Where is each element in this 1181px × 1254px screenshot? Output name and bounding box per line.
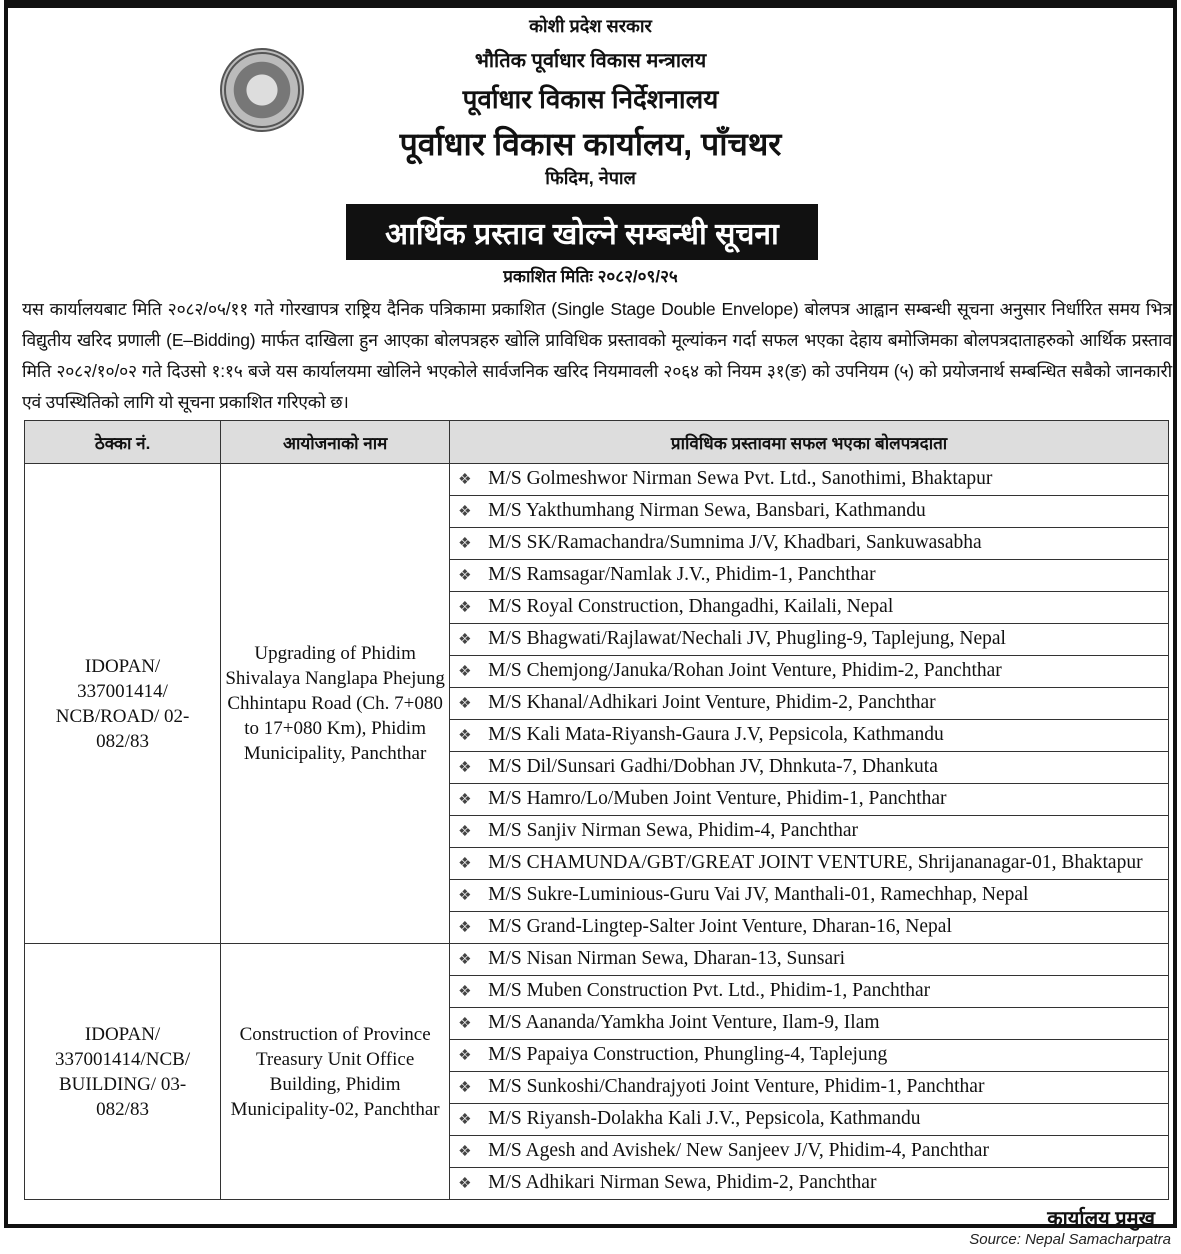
notice-body: यस कार्यालयबाट मिति २०८२/०५/११ गते गोरखापत्र राष्ट्रिय दैनिक पत्रिकामा प्रकाशित (Single Stage Double Envelope) बोलपत्र आह्वान सम्बन्धी सूचना अनुसार निर्धारित समय भित्र विद्युतीय खरिद प्रणाली (E–Bidding) मार्फत दाखिला हुन आएका बोलपत्रहरु खोलि प्राविधिक प्रस्तावको मूल्यांकन गर्दा सफल भएका देहाय बमोजिमका बोलपत्रदाताहरुको आर्थिक प्रस्ताव मिति २०८२/१०/०२ गते दिउसो १:१५ बजे यस कार्यालयमा खोलिने भएकोले सार्वजनिक खरिद नियमावली २०६४ को नियम ३१(ङ) को उपनियम (५) को प्रयोजनार्थ सम्बन्धित सबैको जानकारी एवं उपस्थितिको लागि यो सूचना प्रकाशित गरिएको छ।: [22, 299, 1172, 412]
bidder-name: M/S Muben Construction Pvt. Ltd., Phidim-1, Panchthar: [488, 980, 931, 1001]
bidder-name: M/S SK/Ramachandra/Sumnima J/V, Khadbari, Sankuwasabha: [488, 532, 982, 553]
bidder-cell: [450, 848, 1169, 880]
diamond-bullet-icon: ❖: [458, 984, 472, 1000]
project-name: Upgrading of Phidim Shivalaya Nanglapa Phejung Chhintapu Road (Ch. 7+080 to 17+080 Km), Phidim Municipality, Panchthar: [221, 464, 450, 944]
diamond-bullet-icon: ❖: [458, 792, 472, 808]
bidder-name: M/S Khanal/Adhikari Joint Venture, Phidim-2, Panchthar: [488, 692, 936, 713]
diamond-bullet-icon: ❖: [458, 664, 472, 680]
notice-frame: [4, 0, 1177, 1228]
diamond-bullet-icon: ❖: [458, 760, 472, 776]
diamond-bullet-icon: ❖: [458, 856, 472, 872]
bidder-cell: [450, 688, 1169, 720]
diamond-bullet-icon: ❖: [458, 472, 472, 488]
contract-number: IDOPAN/ 337001414/NCB/ BUILDING/ 03-082/83: [25, 944, 221, 1200]
bidder-name: M/S Chemjong/Januka/Rohan Joint Venture, Phidim-2, Panchthar: [488, 660, 1002, 681]
bidder-name: M/S Agesh and Avishek/ New Sanjeev J/V, Phidim-4, Panchthar: [488, 1140, 989, 1161]
diamond-bullet-icon: ❖: [458, 1080, 472, 1096]
diamond-bullet-icon: ❖: [458, 1176, 472, 1192]
bidder-cell: [450, 1008, 1169, 1040]
diamond-bullet-icon: ❖: [458, 504, 472, 520]
bidder-cell: [450, 880, 1169, 912]
header-bidders: प्राविधिक प्रस्तावमा सफल भएका बोलपत्रदाता: [450, 421, 1169, 464]
bidder-cell: [450, 464, 1169, 496]
diamond-bullet-icon: ❖: [458, 920, 472, 936]
bidder-cell: [450, 1072, 1169, 1104]
contract-number: IDOPAN/ 337001414/ NCB/ROAD/ 02-082/83: [25, 464, 221, 944]
bidder-name: M/S Adhikari Nirman Sewa, Phidim-2, Panchthar: [488, 1172, 877, 1193]
header-directorate: पूर्वाधार विकास निर्देशनालय: [462, 84, 719, 114]
table-header-row: [25, 421, 1169, 464]
bidder-name: M/S Bhagwati/Rajlawat/Nechali JV, Phugling-9, Taplejung, Nepal: [488, 628, 1006, 649]
bidder-cell: [450, 624, 1169, 656]
diamond-bullet-icon: ❖: [458, 824, 472, 840]
bidder-name: M/S Aananda/Yamkha Joint Venture, Ilam-9, Ilam: [488, 1012, 880, 1033]
source-credit: Source: Nepal Samacharpatra: [969, 1231, 1171, 1248]
table-row: [25, 944, 1169, 976]
bidder-cell: [450, 592, 1169, 624]
bidder-cell: [450, 912, 1169, 944]
bidder-name: M/S Grand-Lingtep-Salter Joint Venture, Dharan-16, Nepal: [488, 916, 952, 937]
diamond-bullet-icon: ❖: [458, 952, 472, 968]
diamond-bullet-icon: ❖: [458, 1016, 472, 1032]
bidder-cell: [450, 976, 1169, 1008]
diamond-bullet-icon: ❖: [458, 536, 472, 552]
diamond-bullet-icon: ❖: [458, 1112, 472, 1128]
bidder-name: M/S CHAMUNDA/GBT/GREAT JOINT VENTURE, Shrijananagar-01, Bhaktapur: [488, 852, 1143, 873]
bidder-cell: [450, 944, 1169, 976]
bidder-cell: [450, 528, 1169, 560]
diamond-bullet-icon: ❖: [458, 888, 472, 904]
bidder-cell: [450, 560, 1169, 592]
signature-office-chief: कार्यालय प्रमुख: [1047, 1208, 1155, 1230]
header-office: पूर्वाधार विकास कार्यालय, पाँचथर: [399, 126, 782, 162]
header-province: कोशी प्रदेश सरकार: [529, 16, 652, 36]
diamond-bullet-icon: ❖: [458, 728, 472, 744]
diamond-bullet-icon: ❖: [458, 1144, 472, 1160]
published-date: प्रकाशित मितिः २०८२/०९/२५: [503, 267, 678, 286]
bidder-name: M/S Sukre-Luminious-Guru Vai JV, Manthali-01, Ramechhap, Nepal: [488, 884, 1029, 905]
bidder-cell: [450, 720, 1169, 752]
bidder-cell: [450, 816, 1169, 848]
bidder-name: M/S Riyansh-Dolakha Kali J.V., Pepsicola, Kathmandu: [488, 1108, 921, 1129]
table-row: [25, 464, 1169, 496]
bidder-name: M/S Hamro/Lo/Muben Joint Venture, Phidim-1, Panchthar: [488, 788, 947, 809]
bidder-name: M/S Golmeshwor Nirman Sewa Pvt. Ltd., Sanothimi, Bhaktapur: [488, 468, 993, 489]
bidder-name: M/S Dil/Sunsari Gadhi/Dobhan JV, Dhnkuta-7, Dhankuta: [488, 756, 938, 777]
bidder-cell: [450, 1136, 1169, 1168]
project-name: Construction of Province Treasury Unit Office Building, Phidim Municipality-02, Panchthar: [221, 944, 450, 1200]
bidder-cell: [450, 752, 1169, 784]
diamond-bullet-icon: ❖: [458, 1048, 472, 1064]
bidder-name: M/S Kali Mata-Riyansh-Gaura J.V, Pepsicola, Kathmandu: [488, 724, 944, 745]
bidder-cell: [450, 784, 1169, 816]
header-contract-no: ठेक्का नं.: [25, 421, 221, 464]
diamond-bullet-icon: ❖: [458, 568, 472, 584]
bidder-cell: [450, 656, 1169, 688]
bidder-name: M/S Yakthumhang Nirman Sewa, Bansbari, Kathmandu: [488, 500, 926, 521]
bidder-name: M/S Ramsagar/Namlak J.V., Phidim-1, Panchthar: [488, 564, 876, 585]
bidder-cell: [450, 1168, 1169, 1200]
bidder-name: M/S Sanjiv Nirman Sewa, Phidim-4, Panchthar: [488, 820, 859, 841]
bidder-name: M/S Nisan Nirman Sewa, Dharan-13, Sunsari: [488, 948, 846, 969]
bidder-name: M/S Papaiya Construction, Phungling-4, Taplejung: [488, 1044, 888, 1065]
bidder-cell: [450, 496, 1169, 528]
diamond-bullet-icon: ❖: [458, 600, 472, 616]
header-project-name: आयोजनाको नाम: [221, 421, 450, 464]
bidder-cell: [450, 1104, 1169, 1136]
bidder-name: M/S Sunkoshi/Chandrajyoti Joint Venture, Phidim-1, Panchthar: [488, 1076, 985, 1097]
bidders-table: [24, 420, 1169, 1200]
notice-title: आर्थिक प्रस्ताव खोल्ने सम्बन्धी सूचना: [346, 204, 818, 260]
diamond-bullet-icon: ❖: [458, 696, 472, 712]
header-location: फिदिम, नेपाल: [545, 168, 636, 188]
diamond-bullet-icon: ❖: [458, 632, 472, 648]
header-ministry: भौतिक पूर्वाधार विकास मन्त्रालय: [474, 50, 707, 72]
bidder-cell: [450, 1040, 1169, 1072]
bidder-name: M/S Royal Construction, Dhangadhi, Kailali, Nepal: [488, 596, 894, 617]
